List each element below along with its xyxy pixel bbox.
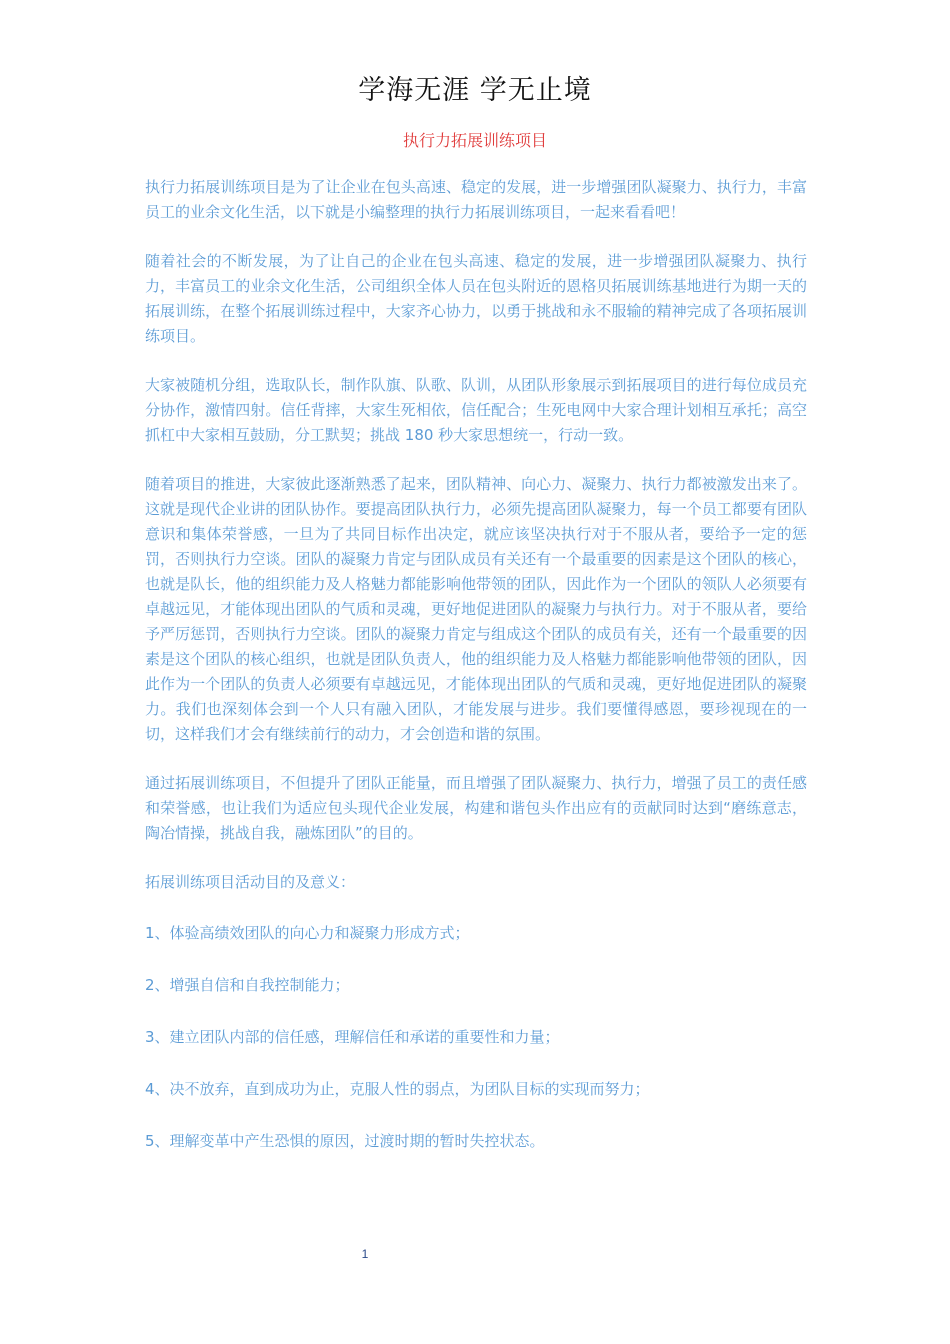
document-body (145, 175, 807, 1181)
list-item: 2、增强自信和自我控制能力； (145, 976, 350, 994)
list-item: 4、决不放弃，直到成功为止，克服人性的弱点，为团队目标的实现而努力； (145, 1080, 650, 1098)
list-item: 5、理解变革中产生恐惧的原因，过渡时期的暂时失控状态。 (145, 1132, 545, 1150)
paragraph-intro: 执行力拓展训练项目是为了让企业在包头高速、稳定的发展，进一步增强团队凝聚力、执行力，丰富员工的业余文化生活，以下就是小编整理的执行力拓展训练项目，一起来看看吧！ (145, 178, 807, 221)
paragraph-summary: 通过拓展训练项目，不但提升了团队正能量，而且增强了团队凝聚力、执行力，增强了员工的责任感和荣誉感，也让我们为适应包头现代企业发展，构建和谐包头作出应有的贡献同时达到“磨练意志，陶冶情操，挑战自我，融炼团队”的目的。 (145, 774, 807, 842)
list-item: 3、建立团队内部的信任感，理解信任和承诺的重要性和力量； (145, 1028, 560, 1046)
document-title: 执行力拓展训练项目 (402, 131, 547, 150)
paragraph-purpose-heading: 拓展训练项目活动目的及意义： (145, 873, 356, 891)
list-item: 1、体验高绩效团队的向心力和凝聚力形成方式； (145, 924, 470, 942)
page-number: 1 (361, 1247, 369, 1261)
paragraph-background: 随着社会的不断发展，为了让自己的企业在包头高速、稳定的发展，进一步增强团队凝聚力、执行力，丰富员工的业余文化生活，公司组织全体人员在包头附近的恩格贝拓展训练基地进行为期一天的拓展训练，在整个拓展训练过程中，大家齐心协力，以勇于挑战和永不服输的精神完成了各项拓展训练项目。 (145, 252, 807, 345)
paragraph-activities: 大家被随机分组，选取队长，制作队旗、队歌、队训，从团队形象展示到拓展项目的进行每位成员充分协作，激情四射。信任背摔，大家生死相依，信任配合；生死电网中大家合理计划相互承托；高空抓杠中大家相互鼓励，分工默契；挑战 180 秒大家思想统一，行动一致。 (145, 376, 807, 444)
paragraph-teamwork: 随着项目的推进，大家彼此逐渐熟悉了起来，团队精神、向心力、凝聚力、执行力都被激发出来了。这就是现代企业讲的团队协作。要提高团队执行力，必须先提高团队凝聚力，每一个员工都要有团队意识和集体荣誉感，一旦为了共同目标作出决定，就应该坚决执行对于不服从者，要给予一定的惩罚，否则执行力空谈。团队的凝聚力肯定与团队成员有关还有一个最重要的因素是这个团队的核心，也就是队长，他的组织能力及人格魅力都能影响他带领的团队，因此作为一个团队的领队人必须要有卓越远见，才能体现出团队的气质和灵魂，更好地促进团队的凝聚力与执行力。对于不服从者，要给予严厉惩罚，否则执行力空谈。团队的凝聚力肯定与组成这个团队的成员有关，还有一个最重要的因素是这个团队的核心组织，也就是团队负责人，他的组织能力及人格魅力都能影响他带领的团队，因此作为一个团队的负责人必须要有卓越远见，才能体现出团队的气质和灵魂，更好地促进团队的凝聚力。我们也深刻体会到一个人只有融入团队，才能发展与进步。我们要懂得感恩，要珍视现在的一切，这样我们才会有继续前行的动力，才会创造和谐的氛围。 (145, 475, 807, 743)
page-header-title: 学海无涯 学无止境 (358, 75, 592, 106)
